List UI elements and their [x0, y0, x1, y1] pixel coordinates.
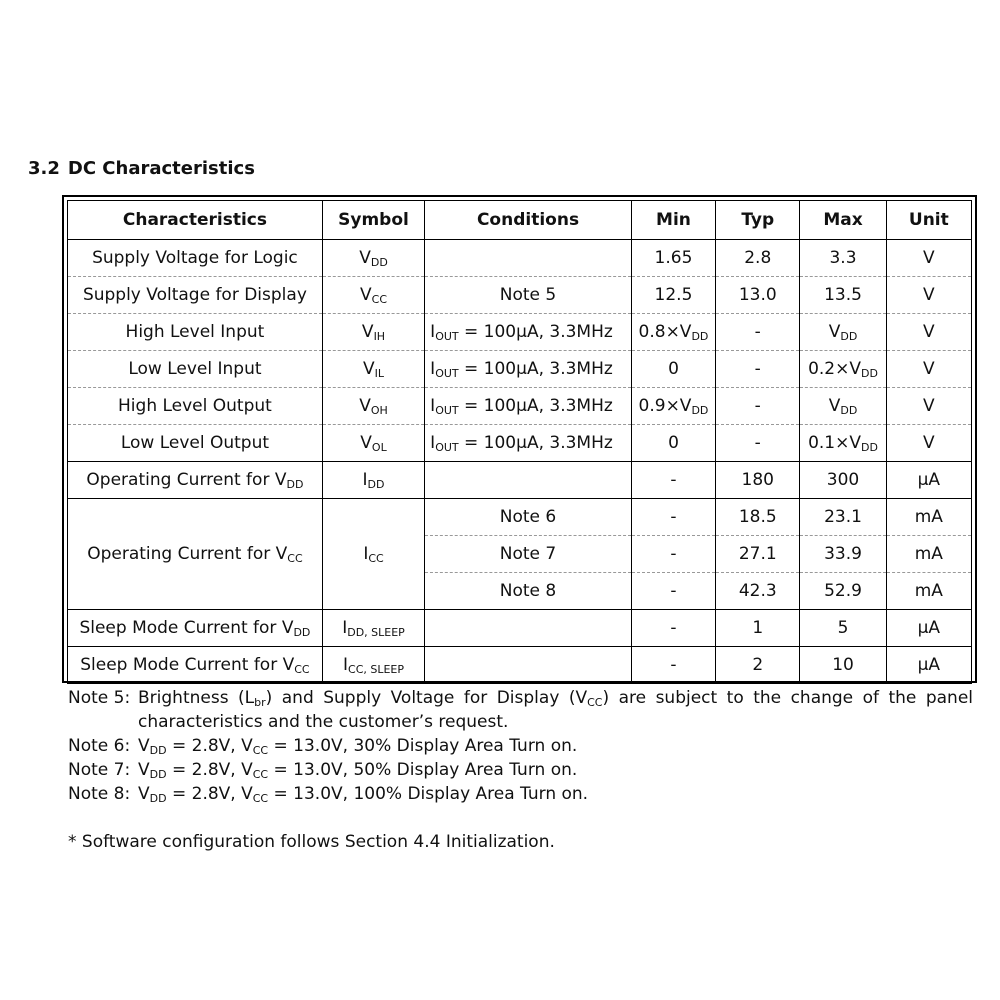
cell-max: $0.2\times V_{DD}$	[800, 351, 886, 388]
cell-max: 300	[800, 462, 886, 499]
cell-min: $0.9\times V_{DD}$	[631, 388, 715, 425]
cell-max: $V_{DD}$	[800, 314, 886, 351]
cell-typ: 2.8	[716, 240, 800, 277]
cell-characteristic: Sleep Mode Current for $V_{DD}$	[68, 610, 323, 647]
cell-unit: V	[886, 351, 971, 388]
cell-symbol: $V_{OL}$	[322, 425, 424, 462]
note-text: $V_{DD} = 2.8V$, $V_{CC} = 13.0V$, 30% Display Area Turn on.	[138, 736, 578, 757]
cell-typ: 1	[716, 610, 800, 647]
section-heading	[28, 158, 263, 179]
cell-max: 52.9	[800, 573, 886, 610]
cell-typ: 42.3	[716, 573, 800, 610]
cell-symbol: $I_{CC, SLEEP}$	[322, 647, 424, 684]
cell-typ: -	[716, 314, 800, 351]
note-text: $V_{DD} = 2.8V$, $V_{CC} = 13.0V$, 50% Display Area Turn on.	[138, 760, 578, 781]
cell-conditions: Note 5	[425, 277, 632, 314]
cell-max: 3.3	[800, 240, 886, 277]
table-row	[68, 388, 972, 425]
cell-characteristic: Supply Voltage for Display	[68, 277, 323, 314]
cell-symbol: $I_{DD, SLEEP}$	[322, 610, 424, 647]
cell-conditions: Note 8	[425, 573, 632, 610]
cell-unit: V	[886, 314, 971, 351]
dc-characteristics-table	[67, 200, 972, 684]
cell-conditions	[425, 462, 632, 499]
note-text: Brightness $(L_{br})$ and Supply Voltage for Display $(V_{CC})$ are subject to the change of the panel characteristics and the customer’s request.	[138, 688, 974, 732]
cell-max: 33.9	[800, 536, 886, 573]
cell-min: 0	[631, 351, 715, 388]
cell-unit: mA	[886, 573, 971, 610]
cell-conditions	[425, 647, 632, 684]
cell-unit: V	[886, 425, 971, 462]
cell-conditions: Note 7	[425, 536, 632, 573]
cell-min: 0	[631, 425, 715, 462]
note-label: Note 6:	[68, 736, 131, 756]
cell-characteristic: Operating Current for $V_{CC}$	[68, 499, 323, 610]
cell-conditions: $I_{OUT} = 100\mu A$, 3.3MHz	[425, 388, 632, 425]
dc-characteristics-table-frame	[62, 195, 977, 683]
cell-symbol: $V_{CC}$	[322, 277, 424, 314]
cell-max: $0.1\times V_{DD}$	[800, 425, 886, 462]
table-row	[68, 647, 972, 684]
section-number: 3.2	[28, 158, 60, 179]
cell-symbol: $V_{OH}$	[322, 388, 424, 425]
table-row	[68, 610, 972, 647]
cell-unit: V	[886, 277, 971, 314]
cell-min: -	[631, 610, 715, 647]
cell-min: -	[631, 499, 715, 536]
cell-max: $V_{DD}$	[800, 388, 886, 425]
cell-unit: μA	[886, 647, 971, 684]
cell-symbol: $I_{CC}$	[322, 499, 424, 610]
software-config-footnote: * Software configuration follows Section 4.4 Initialization.	[68, 832, 555, 852]
header-max: Max	[800, 201, 886, 240]
cell-characteristic: High Level Input	[68, 314, 323, 351]
table-row	[68, 351, 972, 388]
header-unit: Unit	[886, 201, 971, 240]
cell-conditions	[425, 240, 632, 277]
cell-unit: V	[886, 240, 971, 277]
table-row	[68, 277, 972, 314]
cell-typ: 27.1	[716, 536, 800, 573]
note-label: Note 8:	[68, 784, 131, 804]
note-8	[68, 782, 973, 806]
section-title: DC Characteristics	[67, 158, 255, 179]
table-row	[68, 462, 972, 499]
header-min: Min	[631, 201, 715, 240]
cell-typ: 180	[716, 462, 800, 499]
table-header-row	[68, 201, 972, 240]
cell-max: 10	[800, 647, 886, 684]
cell-typ: -	[716, 351, 800, 388]
table-notes	[68, 686, 973, 806]
cell-typ: -	[716, 425, 800, 462]
cell-typ: 13.0	[716, 277, 800, 314]
cell-typ: 18.5	[716, 499, 800, 536]
table-row	[68, 314, 972, 351]
note-6	[68, 734, 973, 758]
note-text: $V_{DD} = 2.8V$, $V_{CC} = 13.0V$, 100% Display Area Turn on.	[138, 784, 589, 805]
cell-conditions: Note 6	[425, 499, 632, 536]
cell-unit: μA	[886, 610, 971, 647]
cell-symbol: $V_{IH}$	[322, 314, 424, 351]
cell-characteristic: Operating Current for $V_{DD}$	[68, 462, 323, 499]
cell-min: 12.5	[631, 277, 715, 314]
table-row	[68, 425, 972, 462]
cell-characteristic: Supply Voltage for Logic	[68, 240, 323, 277]
cell-unit: mA	[886, 536, 971, 573]
note-5	[68, 686, 973, 734]
header-symbol: Symbol	[322, 201, 424, 240]
cell-unit: mA	[886, 499, 971, 536]
note-7	[68, 758, 973, 782]
cell-min: -	[631, 462, 715, 499]
cell-conditions: $I_{OUT} = 100\mu A$, 3.3MHz	[425, 425, 632, 462]
table-row	[68, 499, 972, 536]
cell-symbol: $I_{DD}$	[322, 462, 424, 499]
table-row	[68, 240, 972, 277]
cell-conditions: $I_{OUT} = 100\mu A$, 3.3MHz	[425, 351, 632, 388]
header-typ: Typ	[716, 201, 800, 240]
cell-symbol: $V_{IL}$	[322, 351, 424, 388]
cell-max: 13.5	[800, 277, 886, 314]
cell-max: 5	[800, 610, 886, 647]
cell-min: -	[631, 647, 715, 684]
note-label: Note 7:	[68, 760, 131, 780]
cell-min: $0.8\times V_{DD}$	[631, 314, 715, 351]
cell-max: 23.1	[800, 499, 886, 536]
cell-conditions: $I_{OUT} = 100\mu A$, 3.3MHz	[425, 314, 632, 351]
cell-min: -	[631, 536, 715, 573]
cell-conditions	[425, 610, 632, 647]
cell-characteristic: Low Level Output	[68, 425, 323, 462]
note-label: Note 5:	[68, 688, 131, 708]
cell-unit: V	[886, 388, 971, 425]
header-characteristics: Characteristics	[68, 201, 323, 240]
cell-min: 1.65	[631, 240, 715, 277]
cell-min: -	[631, 573, 715, 610]
cell-typ: -	[716, 388, 800, 425]
cell-characteristic: High Level Output	[68, 388, 323, 425]
cell-characteristic: Low Level Input	[68, 351, 323, 388]
cell-characteristic: Sleep Mode Current for $V_{CC}$	[68, 647, 323, 684]
header-conditions: Conditions	[425, 201, 632, 240]
cell-unit: μA	[886, 462, 971, 499]
cell-typ: 2	[716, 647, 800, 684]
cell-symbol: $V_{DD}$	[322, 240, 424, 277]
